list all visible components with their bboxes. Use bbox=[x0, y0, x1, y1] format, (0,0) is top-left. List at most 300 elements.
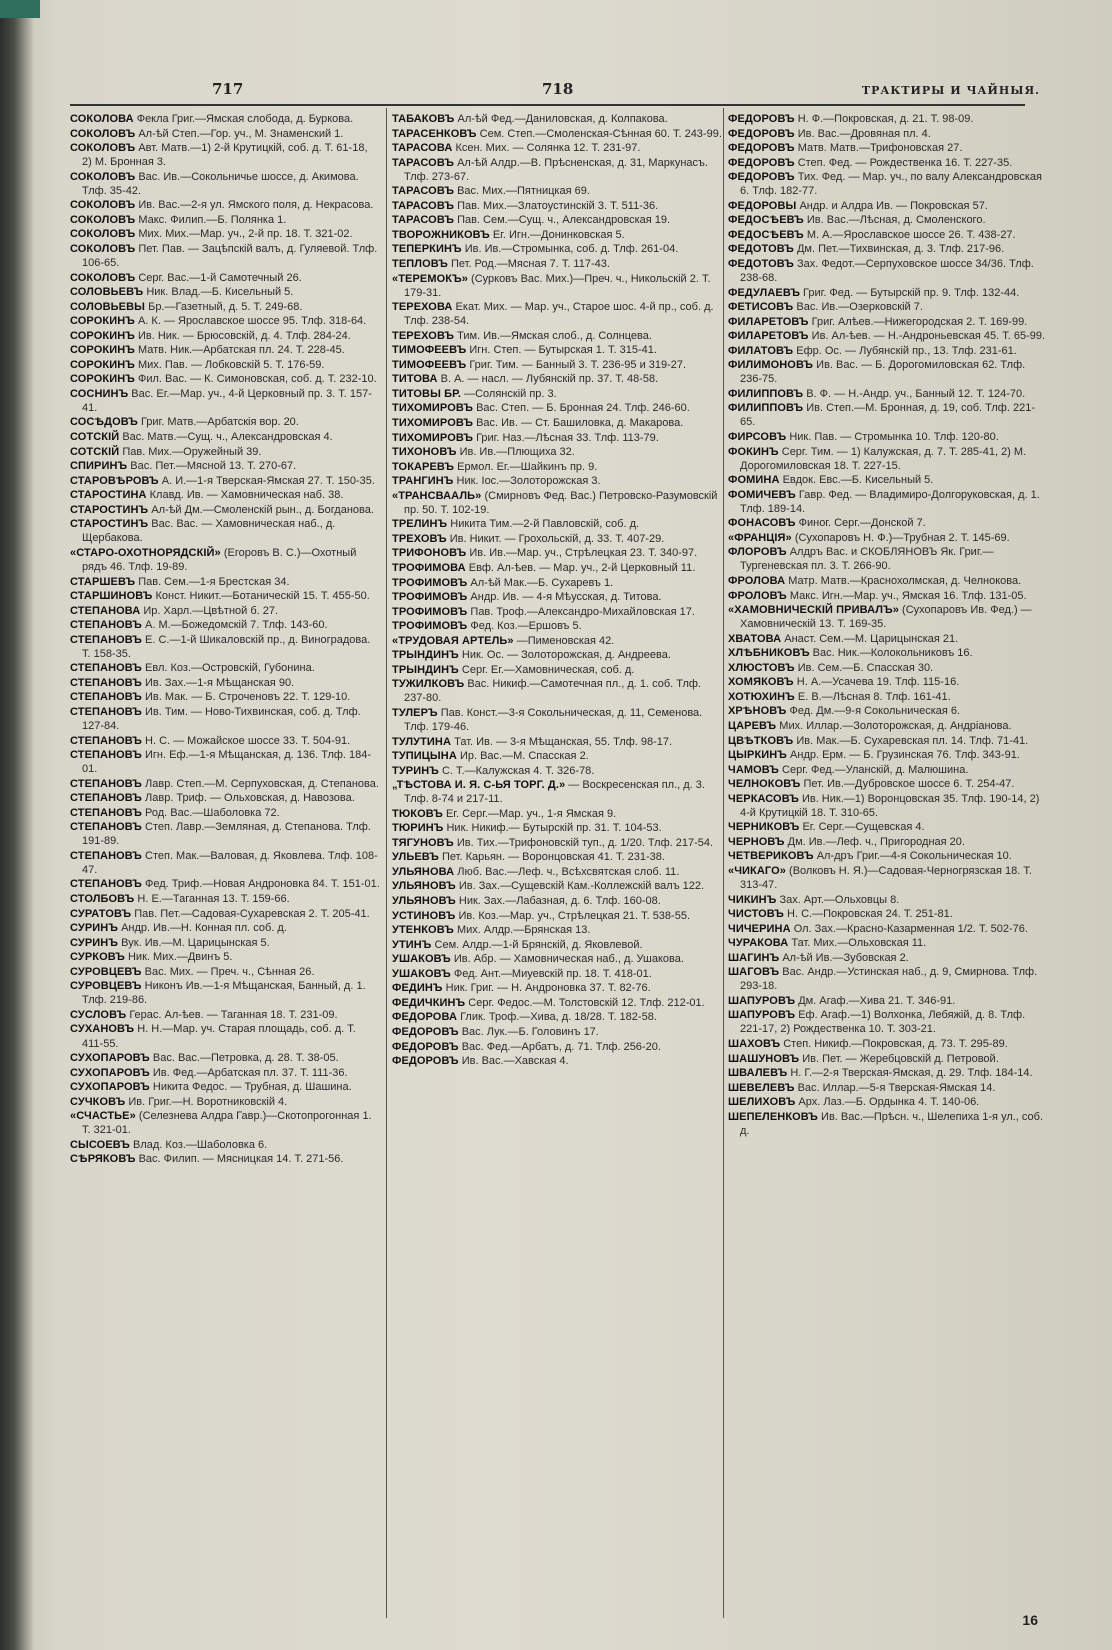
entry-name: ТИМОФЕЕВЪ bbox=[392, 358, 467, 371]
entry-details: Влад. Коз.—Шаболовка 6. bbox=[133, 1138, 268, 1151]
entry-name: СОРОКИНЪ bbox=[70, 315, 135, 328]
directory-entry bbox=[70, 387, 380, 415]
entry-details: Гавр. Фед. — Владимиро-Долгоруковская, д. 1. Тлф. 189-14. bbox=[740, 488, 1040, 515]
entry-name: СУРАТОВЪ bbox=[70, 907, 132, 920]
directory-entry bbox=[728, 387, 1048, 401]
directory-entry bbox=[70, 806, 380, 820]
entry-name: ШАХОВЪ bbox=[728, 1038, 781, 1050]
directory-entry bbox=[70, 661, 380, 675]
entry-details: Тим. Ив.—Ямская слоб., д. Солнцева. bbox=[457, 329, 652, 342]
entry-name: ЧЕРНИКОВЪ bbox=[728, 821, 800, 834]
entry-details: Вас. Филип. — Мясницкая 14. Т. 271-56. bbox=[138, 1153, 344, 1166]
entry-name: ХВАТОВА bbox=[728, 632, 782, 645]
directory-entry bbox=[392, 909, 722, 923]
directory-entry bbox=[70, 734, 380, 748]
entry-details: Ол. Зах.—Красно-Казарменная 1/2. Т. 502-76. bbox=[793, 922, 1028, 935]
entry-name: ФЕДОТОВЪ bbox=[728, 243, 794, 256]
entry-details: Пав. Конст.—3-я Сокольническая, д. 11, Семенова. Тлф. 179-46. bbox=[404, 706, 703, 733]
entry-details: (Егоровъ В. С.)—Охотный рядъ 46. Тлф. 19-89. bbox=[82, 546, 357, 573]
entry-name: ТВОРОЖНИКОВЪ bbox=[392, 228, 490, 241]
entry-name: СОРОКИНЪ bbox=[70, 344, 135, 357]
directory-entry bbox=[392, 358, 722, 372]
entry-details: Мих. Пав. — Лобковскій 5. Т. 176-59. bbox=[137, 358, 325, 371]
directory-entry bbox=[392, 735, 722, 749]
entry-details: Глик. Троф.—Хива, д. 18/28. Т. 182-58. bbox=[460, 1011, 657, 1024]
entry-name: ЧИСТОВЪ bbox=[728, 908, 784, 921]
entry-name: СТЕПАНОВЪ bbox=[70, 792, 142, 805]
entry-details: Макс. Игн.—Мар. уч., Ямская 16. Тлф. 131-05. bbox=[789, 589, 1027, 602]
entry-details: Клавд. Ив. — Хамовническая наб. 38. bbox=[149, 489, 344, 502]
directory-entry bbox=[728, 603, 1048, 631]
entry-name: УЛЬЯНОВЪ bbox=[392, 880, 456, 893]
entry-name: СТЕПАНОВЪ bbox=[70, 633, 142, 646]
directory-entry bbox=[70, 445, 380, 459]
entry-name: УЛЬЕВЪ bbox=[392, 851, 439, 864]
entry-details: Н. Ф.—Покровская, д. 21. Т. 98-09. bbox=[797, 113, 974, 125]
entry-details: Ив. Григ.—Н. Воротниковскій 4. bbox=[128, 1095, 288, 1108]
entry-name: СУРКОВЪ bbox=[70, 951, 125, 964]
entry-details: Ник. Зах.—Лабазная, д. 6. Тлф. 160-08. bbox=[458, 895, 661, 908]
directory-entry bbox=[392, 706, 722, 734]
entry-details: Никонъ Ив.—1-я Мѣщанская, Банный, д. 1. Тлф. 219-86. bbox=[82, 980, 366, 1007]
directory-entry bbox=[70, 921, 380, 935]
entry-name: ТУЖИЛКОВЪ bbox=[392, 678, 465, 691]
entry-name: ТРОФИМОВЪ bbox=[392, 576, 468, 589]
directory-entry bbox=[392, 199, 722, 213]
entry-name: ТРЕЛИНЪ bbox=[392, 518, 448, 531]
directory-entry bbox=[392, 967, 722, 981]
directory-entry bbox=[70, 343, 380, 357]
page-header bbox=[60, 80, 1040, 104]
entry-name: ЧИЧЕРИНА bbox=[728, 922, 791, 935]
directory-entry bbox=[728, 445, 1048, 473]
entry-name: ФЕДОСѢЕВЪ bbox=[728, 214, 804, 227]
entry-details: Ив. Степ.—М. Бронная, д. 19, соб. Тлф. 221-65. bbox=[740, 402, 1035, 429]
directory-entry bbox=[70, 748, 380, 776]
entry-details: Тат. Ив. — 3-я Мѣщанская, 55. Тлф. 98-17. bbox=[454, 735, 673, 748]
entry-details: Мих. Алдр.—Брянская 13. bbox=[456, 924, 591, 937]
directory-entry bbox=[70, 1095, 380, 1109]
entry-details: Вас. Иллар.—5-я Тверская-Ямская 14. bbox=[797, 1081, 996, 1094]
directory-entry bbox=[392, 1010, 722, 1024]
directory-entry bbox=[392, 343, 722, 357]
directory-entry bbox=[392, 821, 722, 835]
entry-details: Ал-ѣй Дм.—Смоленскій рын., д. Богданова. bbox=[151, 503, 374, 516]
entry-details: Пет. Род.—Мясная 7. Т. 117-43. bbox=[450, 257, 610, 270]
directory-entry bbox=[392, 213, 722, 227]
entry-name: ФИЛИППОВЪ bbox=[728, 402, 804, 415]
entry-details: Пав. Сем.—1-я Брестская 34. bbox=[138, 575, 290, 588]
entry-name: ФОКИНЪ bbox=[728, 445, 779, 458]
entry-details: Ив. Мак.—Б. Сухаревская пл. 14. Тлф. 71-41. bbox=[796, 734, 1029, 747]
entry-name: ФИЛИППОВЪ bbox=[728, 387, 804, 400]
directory-entry bbox=[728, 141, 1048, 155]
entry-name: СОКОЛОВЪ bbox=[70, 170, 136, 183]
entry-name: ФЕДОРОВЫ bbox=[728, 199, 797, 212]
entry-name: СОКОЛОВЪ bbox=[70, 271, 136, 284]
entry-details: Пав. Мих.—Оружейный 39. bbox=[122, 445, 262, 458]
directory-entry bbox=[728, 199, 1048, 213]
directory-entry bbox=[70, 198, 380, 212]
entry-name: ХОТЮХИНЪ bbox=[728, 690, 795, 703]
directory-entry bbox=[728, 516, 1048, 530]
entry-name: СТЕПАНОВЪ bbox=[70, 619, 142, 632]
entry-name: ТАРАСОВЪ bbox=[392, 185, 454, 198]
directory-entry bbox=[392, 764, 722, 778]
entry-name: СОТСКІЙ bbox=[70, 445, 120, 458]
entry-name: ФЕДОРОВЪ bbox=[728, 142, 795, 155]
directory-entry bbox=[728, 835, 1048, 849]
entry-name: СЫСОЕВЪ bbox=[70, 1138, 130, 1151]
entry-name: ТРЫНДИНЪ bbox=[392, 663, 459, 676]
entry-name: «СТАРО-ОХОТНОРЯДСКІЙ» bbox=[70, 546, 221, 559]
directory-entry bbox=[392, 981, 722, 995]
entry-details: С. Т.—Калужская 4. Т. 326-78. bbox=[441, 764, 595, 777]
directory-entry bbox=[392, 112, 722, 126]
entry-name: ТЮКОВЪ bbox=[392, 807, 443, 820]
directory-entry bbox=[70, 517, 380, 545]
entry-details: Андр. и Алдра Ив. — Покровская 57. bbox=[799, 199, 988, 212]
entry-name: «ЧИКАГО» bbox=[728, 864, 786, 877]
directory-entry bbox=[392, 952, 722, 966]
entry-details: Ксен. Мих. — Солянка 12. Т. 231-97. bbox=[455, 142, 641, 155]
entry-name: СОКОЛОВА bbox=[70, 113, 134, 125]
entry-details: Вас. Ив.—Озерковскій 7. bbox=[796, 301, 923, 314]
directory-entry bbox=[728, 127, 1048, 141]
entry-name: ТИХОМИРОВЪ bbox=[392, 416, 474, 429]
header-rule bbox=[70, 104, 1025, 106]
directory-entry bbox=[70, 907, 380, 921]
directory-entry bbox=[392, 141, 722, 155]
directory-entry bbox=[728, 344, 1048, 358]
entry-details: Евдок. Евс.—Б. Кисельный 5. bbox=[782, 474, 934, 487]
entry-details: Ив. Коз.—Мар. уч., Стрѣлецкая 21. Т. 538-55. bbox=[458, 909, 690, 922]
directory-entry bbox=[392, 778, 722, 806]
entry-details: Степ. Никиф.—Покровская, д. 73. Т. 295-89. bbox=[783, 1038, 1008, 1050]
entry-details: Вас. Фед.—Арбатъ, д. 71. Тлф. 256-20. bbox=[461, 1040, 661, 1053]
entry-name: ТИХОНОВЪ bbox=[392, 446, 457, 459]
entry-details: (Сухопаровъ Н. Ф.)—Трубная 2. Т. 145-69. bbox=[794, 531, 1010, 544]
entry-details: Ефр. Ос. — Лубянскій пр., 13. Тлф. 231-61. bbox=[796, 344, 1017, 357]
directory-entry bbox=[392, 445, 722, 459]
directory-entry bbox=[70, 1080, 380, 1094]
entry-name: ЧАМОВЪ bbox=[728, 763, 779, 776]
entry-details: Лавр. Триф. — Ольховская, д. Навозова. bbox=[145, 792, 355, 805]
entry-details: Ив. Ив.—Мар. уч., Стрѣлецкая 23. Т. 340-97. bbox=[469, 547, 698, 560]
entry-name: СТЕПАНОВЪ bbox=[70, 734, 142, 747]
entry-details: Никита Тим.—2-й Павловскій, соб. д. bbox=[450, 518, 640, 531]
entry-name: «ФРАНЦІЯ» bbox=[728, 531, 792, 544]
entry-name: СТАРОВѢРОВЪ bbox=[70, 474, 159, 487]
entry-details: Ив. Ник. — Брюсовскій, д. 4. Тлф. 284-24. bbox=[137, 329, 351, 342]
entry-name: ТАРАСОВЪ bbox=[392, 156, 454, 169]
entry-name: СТАРШИНОВЪ bbox=[70, 590, 153, 603]
entry-details: Вас. Пет.—Мясной 13. Т. 270-67. bbox=[130, 460, 297, 473]
entry-name: СУРИНЪ bbox=[70, 922, 118, 935]
directory-entry bbox=[728, 545, 1048, 573]
entry-details: Вас. Ив.—Сокольничье шоссе, д. Акимова. Тлф. 35-42. bbox=[82, 170, 359, 197]
entry-name: ФЕДОРОВЪ bbox=[392, 1025, 459, 1038]
directory-entry bbox=[70, 1109, 380, 1137]
entry-details: Ир. Харл.—Цвѣтной б. 27. bbox=[143, 604, 279, 617]
entry-name: ТУЛЕРЪ bbox=[392, 706, 438, 719]
entry-details: Игн. Еф.—1-я Мѣщанская, д. 136. Тлф. 184-01. bbox=[82, 749, 372, 776]
entry-name: ФЕДОРОВЪ bbox=[392, 1055, 459, 1068]
entry-details: Степ. Лавр.—Земляная, д. Степанова. Тлф. 191-89. bbox=[82, 821, 371, 848]
entry-name: СТЕПАНОВЪ bbox=[70, 662, 142, 675]
entry-name: ТРАНГИНЪ bbox=[392, 475, 454, 488]
entry-details: Пав. Мих.—Златоустинскій 3. Т. 511-36. bbox=[457, 199, 659, 212]
entry-details: Е. В.—Лѣсная 8. Тлф. 161-41. bbox=[797, 690, 951, 703]
entry-details: Ив. Ник.—1) Воронцовская 35. Тлф. 190-14, 2) 4-й Крутицкій 18. Т. 310-65. bbox=[740, 792, 1040, 819]
directory-entry bbox=[70, 170, 380, 198]
entry-details: Ив. Зах.—Сущевскій Кам.-Коллежскій валъ 122. bbox=[458, 880, 705, 893]
entry-details: Н. С. — Можайское шоссе 33. Т. 504-91. bbox=[145, 734, 351, 747]
entry-details: Ив. Ив.—Плющиха 32. bbox=[459, 446, 575, 459]
entry-details: Ив. Зах.—1-я Мѣщанская 90. bbox=[145, 676, 295, 689]
entry-details: Матв. Ник.—Арбатская пл. 24. Т. 228-45. bbox=[137, 344, 345, 357]
entry-details: Н. С.—Покровская 24. Т. 251-81. bbox=[787, 908, 953, 921]
page-number-center: 718 bbox=[542, 80, 574, 98]
entry-details: Ег. Серг.—Мар. уч., 1-я Ямская 9. bbox=[445, 807, 617, 820]
entry-details: Ив. Абр. — Хамовническая наб., д. Ушакова. bbox=[453, 953, 684, 966]
entry-name: ТИХОМИРОВЪ bbox=[392, 431, 474, 444]
directory-entry bbox=[728, 300, 1048, 314]
entry-name: ФЕДОРОВЪ bbox=[728, 113, 795, 125]
entry-name: ТАРАСЕНКОВЪ bbox=[392, 127, 477, 140]
directory-entry bbox=[392, 865, 722, 879]
entry-name: ТЕПЛОВЪ bbox=[392, 257, 448, 270]
entry-name: ТРОФИМОВА bbox=[392, 561, 466, 574]
directory-entry bbox=[392, 923, 722, 937]
directory-entry bbox=[392, 242, 722, 256]
entry-name: СОКОЛОВЪ bbox=[70, 142, 136, 155]
entry-details: Вас. Ив. — Ст. Башиловка, д. Макарова. bbox=[476, 416, 684, 429]
entry-name: ЧИКИНЪ bbox=[728, 893, 777, 906]
directory-entry bbox=[70, 430, 380, 444]
entry-details: Вас. Вас.—Петровка, д. 28. Т. 38-05. bbox=[152, 1052, 339, 1065]
directory-entry bbox=[392, 561, 722, 575]
entry-name: ШАШУНОВЪ bbox=[728, 1052, 800, 1065]
entry-details: Фед. Ант.—Миуевскій пр. 18. Т. 418-01. bbox=[453, 967, 652, 980]
directory-entry bbox=[392, 996, 722, 1010]
entry-details: Ив. Никит. — Грохольскій, д. 33. Т. 407-29. bbox=[449, 532, 665, 545]
entry-details: В. А. — насл. — Лубянскій пр. 37. Т. 48-58. bbox=[440, 373, 659, 386]
entry-details: Серг. Ег.—Хамовническая, соб. д. bbox=[461, 663, 635, 676]
directory-entry bbox=[728, 1052, 1048, 1066]
entry-name: ФЕДИЧКИНЪ bbox=[392, 996, 466, 1009]
directory-entry bbox=[728, 257, 1048, 285]
directory-entry bbox=[392, 228, 722, 242]
entry-name: СТЕПАНОВЪ bbox=[70, 705, 142, 718]
entry-details: Алдръ Вас. и СКОБЛЯНОВЪ Як. Григ.—Тургеневская пл. 3. Т. 266-90. bbox=[740, 546, 994, 573]
entry-name: СТАРШЕВЪ bbox=[70, 575, 136, 588]
directory-entry bbox=[70, 488, 380, 502]
entry-details: Ал-ѣй Алдр.—В. Прѣсненская, д. 31, Маркунасъ. Тлф. 273-67. bbox=[404, 156, 708, 183]
entry-name: ФЕДОРОВА bbox=[392, 1011, 458, 1024]
entry-name: УЛЬЯНОВЪ bbox=[392, 895, 456, 908]
entry-name: ФЛОРОВЪ bbox=[728, 546, 787, 559]
entry-name: ХЛЮСТОВЪ bbox=[728, 661, 795, 674]
entry-name: ХОМЯКОВЪ bbox=[728, 676, 794, 689]
entry-details: Евф. Ал-ѣев. — Мар. уч., 2-й Церковный 11. bbox=[468, 561, 696, 574]
entry-details: Мих. Иллар.—Золоторожская, д. Андріанова. bbox=[779, 719, 1012, 732]
entry-details: Ник. Мих.—Двинъ 5. bbox=[127, 951, 233, 964]
entry-details: Матр. Матв.—Краснохолмская, д. Челнокова. bbox=[788, 575, 1022, 587]
entry-details: Екат. Мих. — Мар. уч., Старое шос. 4-й пр., соб. д. Тлф. 238-54. bbox=[404, 301, 714, 328]
directory-entry bbox=[392, 387, 722, 401]
directory-entry bbox=[728, 315, 1048, 329]
directory-entry bbox=[392, 156, 722, 184]
entry-name: ШЕПЕЛЕНКОВЪ bbox=[728, 1110, 818, 1123]
directory-entry bbox=[392, 1025, 722, 1039]
directory-entry bbox=[728, 430, 1048, 444]
directory-entry bbox=[392, 329, 722, 343]
entry-name: ТОКАРЕВЪ bbox=[392, 460, 455, 473]
entry-details: Серг. Вас.—1-й Самотечный 26. bbox=[138, 271, 302, 284]
directory-entry bbox=[70, 415, 380, 429]
directory-entry bbox=[70, 690, 380, 704]
directory-entry bbox=[392, 489, 722, 517]
entry-details: Никита Федос. — Трубная, д. Шашина. bbox=[152, 1081, 352, 1094]
entry-name: ШВАЛЕВЪ bbox=[728, 1067, 788, 1080]
entry-details: А. К. — Ярославское шоссе 95. Тлф. 318-64. bbox=[137, 315, 367, 328]
directory-entry bbox=[392, 460, 722, 474]
directory-entry bbox=[392, 127, 722, 141]
entry-details: Матв. Матв.—Трифоновская 27. bbox=[797, 142, 963, 155]
directory-entry bbox=[70, 633, 380, 661]
directory-entry bbox=[728, 719, 1048, 733]
entry-details: Ив. Мак. — Б. Строченовъ 22. Т. 129-10. bbox=[145, 691, 351, 704]
directory-entry bbox=[728, 748, 1048, 762]
directory-entry bbox=[728, 646, 1048, 660]
entry-details: Ник. Никиф.— Бутырскій пр. 31. Т. 104-53. bbox=[446, 822, 662, 835]
entry-name: ЧЕЛНОКОВЪ bbox=[728, 778, 801, 791]
entry-name: ТУЛУТИНА bbox=[392, 735, 452, 748]
entry-details: Ив. Вас.—Дровяная пл. 4. bbox=[797, 127, 931, 140]
entry-name: УЛЬЯНОВА bbox=[392, 865, 455, 878]
directory-entry bbox=[70, 877, 380, 891]
directory-entry bbox=[70, 1066, 380, 1080]
entry-details: Вас. Лук.—Б. Головинъ 17. bbox=[461, 1025, 599, 1038]
entry-details: Степ. Фед. — Рождественка 16. Т. 227-35. bbox=[797, 156, 1013, 169]
column-divider bbox=[386, 108, 387, 1618]
entry-details: Вас. Мих.—Пятницкая 69. bbox=[457, 185, 590, 198]
directory-entry bbox=[392, 546, 722, 560]
directory-entry bbox=[392, 648, 722, 662]
entry-name: ТУРИНЪ bbox=[392, 764, 439, 777]
directory-entry bbox=[728, 401, 1048, 429]
entry-details: Бр.—Газетный, д. 5. Т. 249-68. bbox=[148, 300, 303, 313]
entry-name: ФЕТИСОВЪ bbox=[728, 301, 794, 314]
directory-entry bbox=[392, 605, 722, 619]
entry-name: СОРОКИНЪ bbox=[70, 329, 135, 342]
column-divider bbox=[723, 108, 724, 1618]
entry-details: Ив. Вас.—Прѣсн. ч., Шелепиха 1-я ул., соб. д. bbox=[740, 1110, 1044, 1137]
entry-name: СПИРИНЪ bbox=[70, 460, 128, 473]
directory-entry bbox=[70, 1022, 380, 1050]
directory-entry bbox=[70, 1138, 380, 1152]
entry-name: СОКОЛОВЪ bbox=[70, 242, 136, 255]
directory-entry bbox=[728, 632, 1048, 646]
entry-details: Вас. Степ. — Б. Бронная 24. Тлф. 246-60. bbox=[476, 402, 690, 415]
entry-name: ЦАРЕВЪ bbox=[728, 719, 777, 732]
entry-details: Серг. Фед.—Уланскій, д. Малюшина. bbox=[782, 763, 969, 776]
entry-details: Вас. Матв.—Сущ. ч., Александровская 4. bbox=[122, 431, 333, 444]
entry-name: ТЯГУНОВЪ bbox=[392, 836, 454, 849]
directory-entry bbox=[392, 416, 722, 430]
directory-entry bbox=[728, 951, 1048, 965]
column-3 bbox=[728, 112, 1048, 1612]
entry-details: Тих. Фед. — Мар. уч., по валу Александровская 6. Тлф. 182-77. bbox=[740, 171, 1043, 198]
directory-entry bbox=[392, 1040, 722, 1054]
entry-details: Ив. Сем.—Б. Спасская 30. bbox=[797, 661, 934, 674]
entry-details: Конст. Никит.—Ботаническій 15. Т. 455-50. bbox=[155, 590, 370, 603]
entry-details: (Селезнева Алдра Гавр.)—Скотопрогонная 1. Т. 321-01. bbox=[82, 1110, 372, 1137]
entry-details: Дм. Агаф.—Хива 21. Т. 346-91. bbox=[798, 994, 956, 1007]
entry-details: Тат. Мих.—Ольховская 11. bbox=[791, 937, 927, 950]
entry-details: Евл. Коз.—Островскій, Губонина. bbox=[145, 662, 315, 675]
directory-entry bbox=[728, 936, 1048, 950]
directory-entry bbox=[728, 777, 1048, 791]
directory-entry bbox=[70, 300, 380, 314]
entry-details: Ив. Вас.—2-я ул. Ямского поля, д. Некрасова. bbox=[138, 199, 374, 212]
entry-details: Макс. Филип.—Б. Полянка 1. bbox=[138, 213, 287, 226]
directory-entry bbox=[728, 242, 1048, 256]
entry-name: ШАГИНЪ bbox=[728, 951, 780, 964]
entry-details: Ир. Вас.—М. Спасская 2. bbox=[459, 750, 589, 763]
directory-entry bbox=[392, 372, 722, 386]
entry-name: ТУПИЦЫНА bbox=[392, 750, 457, 763]
directory-entry bbox=[70, 358, 380, 372]
directory-entry bbox=[70, 950, 380, 964]
entry-details: Арх. Лаз.—Б. Ордынка 4. Т. 140-06. bbox=[798, 1096, 980, 1109]
entry-name: ШАПУРОВЪ bbox=[728, 1009, 796, 1022]
entry-name: ТРОФИМОВЪ bbox=[392, 620, 468, 633]
entry-details: Фед. Триф.—Новая Андроновка 84. Т. 151-01. bbox=[145, 878, 380, 891]
entry-name: ШАПУРОВЪ bbox=[728, 994, 796, 1007]
entry-name: ШЕВЕЛЕВЪ bbox=[728, 1081, 795, 1094]
directory-entry bbox=[728, 1095, 1048, 1109]
entry-name: ЧЕРКАСОВЪ bbox=[728, 792, 799, 805]
entry-name: УТЕНКОВЪ bbox=[392, 924, 454, 937]
entry-details: Андр. Ив.—Н. Конная пл. соб. д. bbox=[121, 922, 287, 935]
directory-entry bbox=[728, 213, 1048, 227]
entry-details: Григ. Алѣев.—Нижегородская 2. Т. 169-99. bbox=[811, 315, 1028, 328]
entry-details: Мих. Мих.—Мар. уч., 2-й пр. 18. Т. 321-02. bbox=[138, 228, 353, 241]
entry-details: (Сурковъ Вас. Мих.)—Преч. ч., Никольскій 2. Т. 179-31. bbox=[404, 272, 711, 299]
entry-details: Вас. Никиф.—Самотечная пл., д. 1. соб. Тлф. 237-80. bbox=[404, 678, 701, 705]
entry-details: Пав. Сем.—Сущ. ч., Александровская 19. bbox=[457, 214, 671, 227]
entry-details: Н. Н.—Мар. уч. Старая площадь, соб. д. Т. 411-55. bbox=[82, 1023, 356, 1050]
directory-entry bbox=[70, 314, 380, 328]
entry-details: Пет. Карьян. — Воронцовская 41. Т. 231-38. bbox=[442, 851, 665, 864]
entry-details: Анаст. Сем.—М. Царицынская 21. bbox=[784, 632, 959, 645]
entry-name: ХЛѢБНИКОВЪ bbox=[728, 647, 810, 660]
directory-entry bbox=[392, 894, 722, 908]
entry-name: ФЕДОРОВЪ bbox=[728, 171, 795, 184]
entry-details: Ег. Игн.—Донинковская 5. bbox=[492, 228, 625, 241]
entry-name: «ХАМОВНИЧЕСКІЙ ПРИВАЛЪ» bbox=[728, 604, 899, 617]
entry-name: ТИХОМИРОВЪ bbox=[392, 402, 474, 415]
entry-details: Н. Е.—Таганная 13. Т. 159-66. bbox=[137, 893, 290, 906]
entry-details: А. И.—1-я Тверская-Ямская 27. Т. 150-35. bbox=[161, 474, 375, 487]
directory-entry bbox=[728, 1081, 1048, 1095]
entry-name: СОРОКИНЪ bbox=[70, 373, 135, 386]
directory-entry bbox=[392, 677, 722, 705]
entry-name: СТЕПАНОВА bbox=[70, 604, 141, 617]
entry-name: «СЧАСТЬЕ» bbox=[70, 1110, 136, 1123]
